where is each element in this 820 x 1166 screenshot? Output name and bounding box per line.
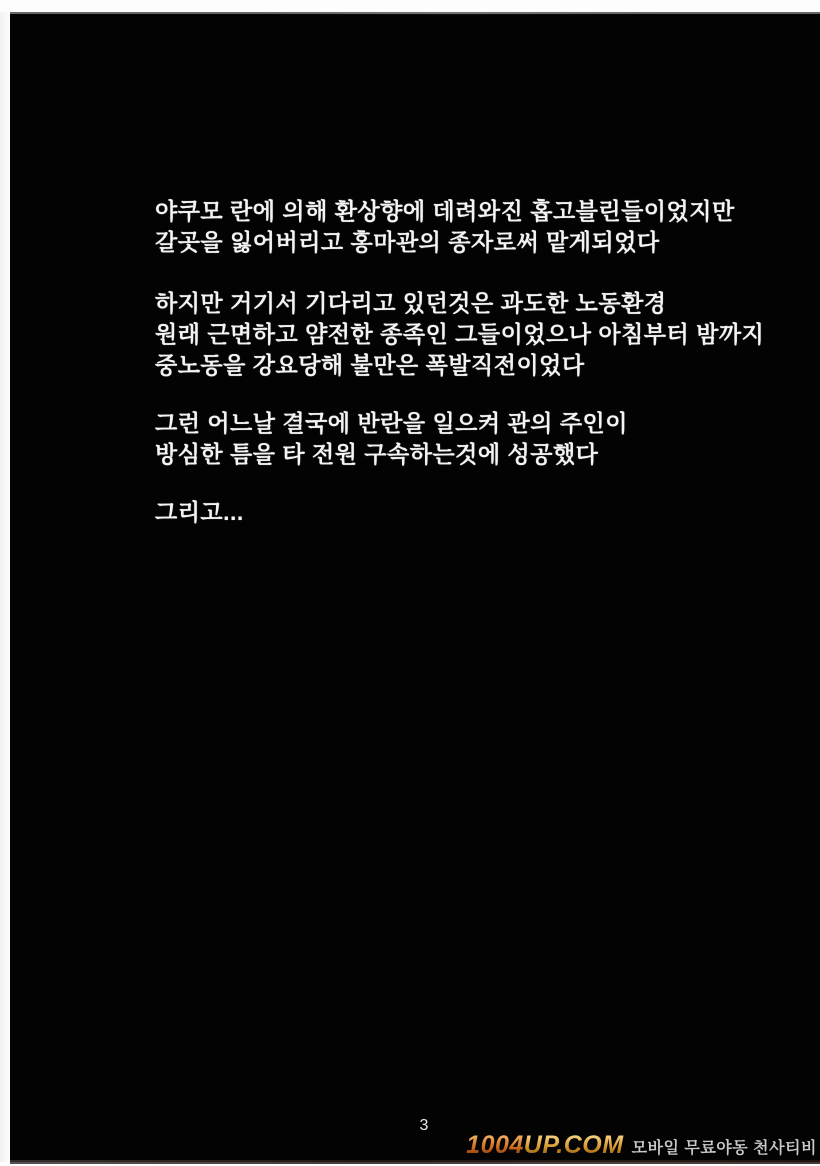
narration-paragraph <box>155 497 755 528</box>
page-number: 3 <box>419 1117 429 1134</box>
narration-line: 방심한 틈을 타 전원 구속하는것에 성공했다 <box>155 441 599 467</box>
narration-line: 중노동을 강요당해 불만은 폭발직전이었다 <box>155 352 585 378</box>
narration-line: 하지만 거기서 기다리고 있던것은 과도한 노동환경 <box>155 290 667 316</box>
watermark-banner <box>466 1133 817 1158</box>
narration-line: 야쿠모 란에 의해 환상향에 데려와진 홉고블린들이었지만 <box>155 198 735 224</box>
narration-line: 갈곳을 잃어버리고 홍마관의 종자로써 맡게되었다 <box>155 229 660 255</box>
watermark-site-logo <box>466 1133 623 1157</box>
narration-paragraph <box>155 408 755 470</box>
narration-paragraph <box>155 196 755 258</box>
narration-line: 그리고... <box>155 499 244 525</box>
narration-paragraph <box>155 288 765 381</box>
comic-page <box>10 14 820 1162</box>
narration-line: 원래 근면하고 얌전한 종족인 그들이었으나 아침부터 밤까지 <box>155 321 765 347</box>
watermark-site-suffix: UP.COM <box>523 1131 624 1159</box>
narration-text-block <box>155 196 765 555</box>
watermark-tagline: 모바일 무료야동 천사티비 <box>631 1140 817 1157</box>
scan-edge-line <box>10 1160 820 1164</box>
narration-line: 그런 어느날 결국에 반란을 일으켜 관의 주인이 <box>155 410 628 436</box>
watermark-site-prefix: 1004 <box>466 1131 524 1159</box>
